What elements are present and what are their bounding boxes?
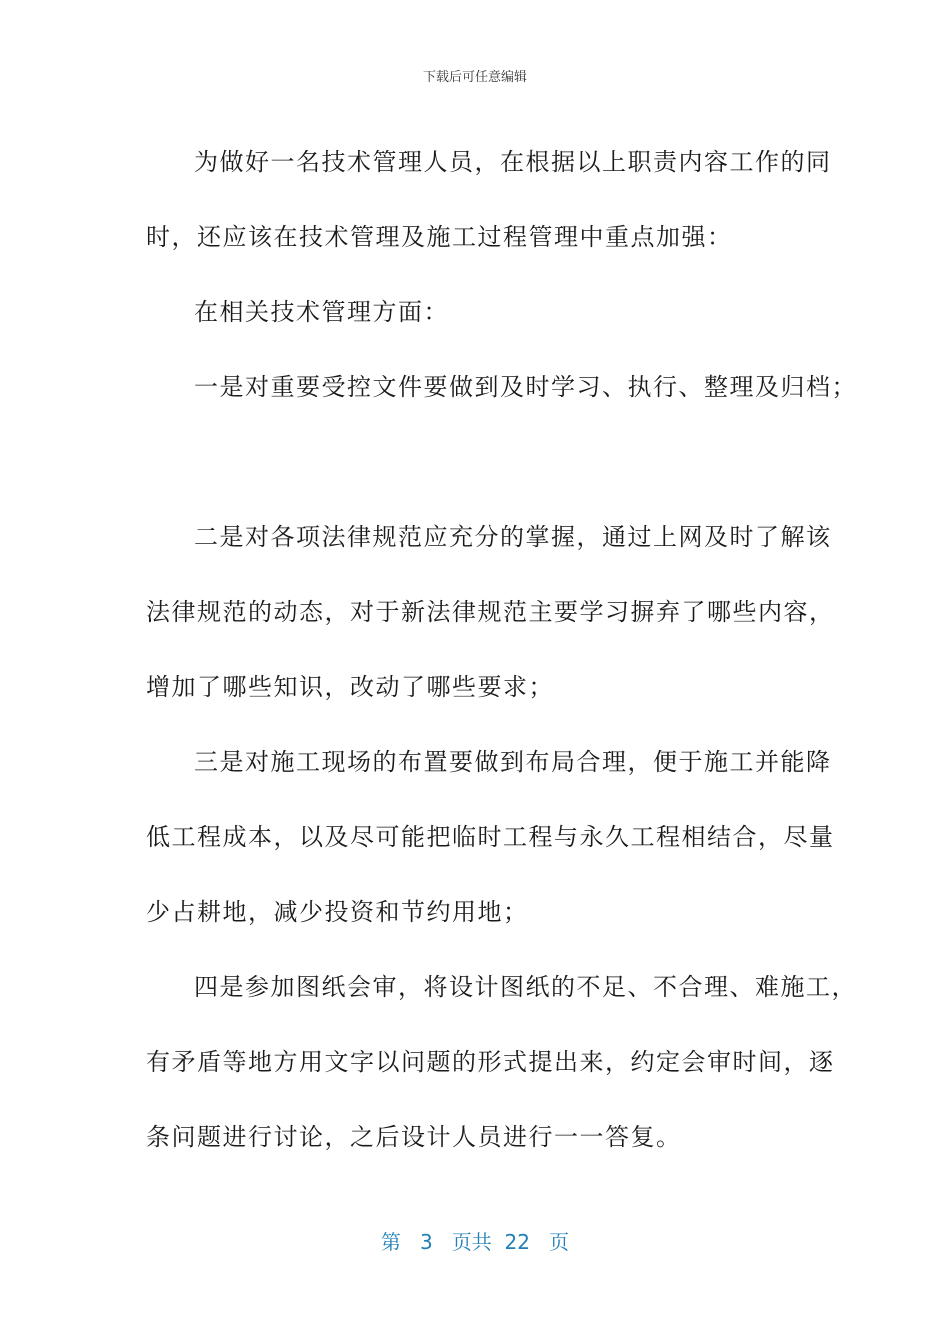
footer-suffix: 页 [549, 1230, 570, 1254]
paragraph-line: 有矛盾等地方用文字以问题的形式提出来，约定会审时间，逐 [146, 1048, 835, 1076]
page-footer [0, 1226, 950, 1255]
paragraph-gap [146, 425, 806, 500]
paragraph-line: 一是对重要受控文件要做到及时学习、执行、整理及归档； [194, 373, 857, 401]
paragraph-line: 三是对施工现场的布置要做到布局合理，便于施工并能降 [194, 748, 832, 776]
paragraph-line: 法律规范的动态，对于新法律规范主要学习摒弃了哪些内容， [146, 598, 835, 626]
current-page-number: 3 [420, 1230, 433, 1254]
footer-middle: 页共 [451, 1230, 492, 1254]
paragraph-line: 条问题进行讨论，之后设计人员进行一一答复。 [146, 1123, 682, 1151]
document-body [146, 125, 857, 1175]
paragraph-line: 二是对各项法律规范应充分的掌握，通过上网及时了解该 [194, 523, 832, 551]
paragraph-line: 四是参加图纸会审，将设计图纸的不足、不合理、难施工， [194, 973, 857, 1001]
paragraph-line: 时，还应该在技术管理及施工过程管理中重点加强： [146, 223, 733, 251]
paragraph-line: 为做好一名技术管理人员，在根据以上职责内容工作的同 [194, 148, 832, 176]
paragraph-line: 低工程成本，以及尽可能把临时工程与永久工程相结合，尽量 [146, 823, 835, 851]
paragraph-line: 增加了哪些知识，改动了哪些要求； [146, 673, 554, 701]
section-heading: 在相关技术管理方面： [194, 298, 449, 326]
paragraph-line: 少占耕地，减少投资和节约用地； [146, 898, 529, 926]
total-pages-number: 22 [504, 1230, 530, 1254]
header-note: 下载后可任意编辑 [422, 70, 527, 85]
footer-prefix: 第 [380, 1230, 401, 1254]
